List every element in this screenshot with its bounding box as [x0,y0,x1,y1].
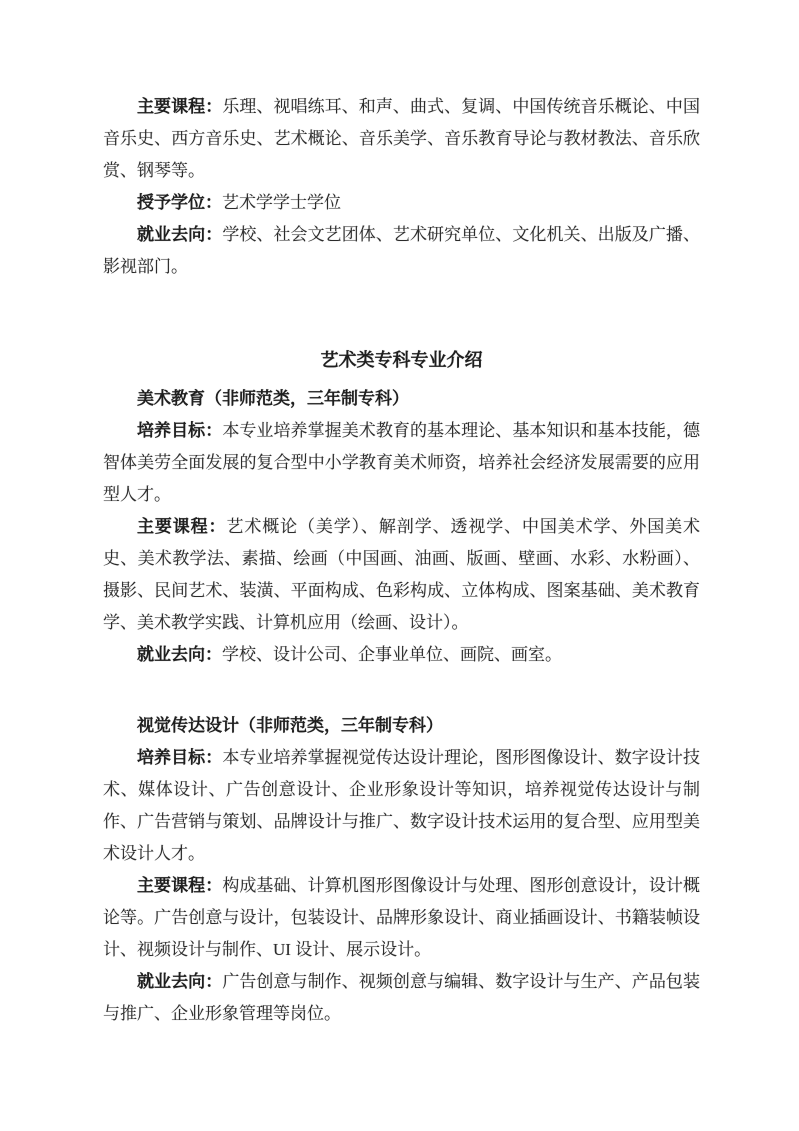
employment-label: 就业去向： [137,972,223,991]
document-content [103,0,700,1030]
objective-paragraph [103,742,700,870]
degree-text: 艺术学学士学位 [222,193,341,212]
intro-courses-paragraph [103,91,700,187]
objective-text: 本专业培养掌握视觉传达设计理论，图形图像设计、数字设计技术、媒体设计、广告创意设计、企业形象设计等知识，培养视觉传达设计与制作、广告营销与策划、品牌设计与推广、数字设计技术运用的复合型、应用型美术设计人才。 [103,748,700,863]
employment-paragraph [103,966,700,1030]
degree-paragraph [103,187,700,219]
employment-paragraph [103,639,700,671]
employment-text: 学校、社会文艺团体、艺术研究单位、文化机关、出版及广播、影视部门。 [103,225,700,276]
employment-paragraph [103,219,700,283]
objective-text: 本专业培养掌握美术教育的基本理论、基本知识和基本技能，德智体美劳全面发展的复合型中小学教育美术师资，培养社会经济发展需要的应用型人才。 [103,421,700,504]
employment-text: 广告创意与制作、视频创意与编辑、数字设计与生产、产品包装与推广、企业形象管理等岗位。 [103,972,700,1023]
section-title: 艺术类专科专业介绍 [320,350,483,370]
employment-label: 就业去向： [137,225,223,244]
courses-label: 主要课程： [137,97,223,116]
major-title: 美术教育（非师范类，三年制专科） [137,389,409,408]
major-visual-design-section [103,710,700,1030]
objective-paragraph [103,415,700,511]
employment-text: 学校、设计公司、企事业单位、画院、画室。 [222,645,562,664]
courses-text: 艺术概论（美学）、解剖学、透视学、中国美术学、外国美术史、美术教学法、素描、绘画（中国画、油画、版画、壁画、水彩、水粉画）、摄影、民间艺术、装潢、平面构成、色彩构成、立体构成、图案基础、美术教育学、美术教学实践、计算机应用（绘画、设计）。 [103,517,701,632]
courses-paragraph [103,511,700,639]
courses-label: 主要课程： [137,517,227,536]
degree-label: 授予学位： [137,193,222,212]
courses-text: 乐理、视唱练耳、和声、曲式、复调、中国传统音乐概论、中国音乐史、西方音乐史、艺术概论、音乐美学、音乐教育导论与教材教法、音乐欣赏、钢琴等。 [103,97,700,180]
objective-label: 培养目标： [137,421,223,440]
courses-text: 构成基础、计算机图形图像设计与处理、图形创意设计，设计概论等。广告创意与设计，包装设计、品牌形象设计、商业插画设计、书籍装帧设计、视频设计与制作、UI 设计、展示设计。 [103,876,700,959]
major-art-education-section [103,383,700,671]
courses-label: 主要课程： [137,876,223,895]
employment-label: 就业去向： [137,645,222,664]
major-title: 视觉传达设计（非师范类，三年制专科） [137,716,443,735]
objective-label: 培养目标： [137,748,223,767]
courses-paragraph [103,870,700,966]
